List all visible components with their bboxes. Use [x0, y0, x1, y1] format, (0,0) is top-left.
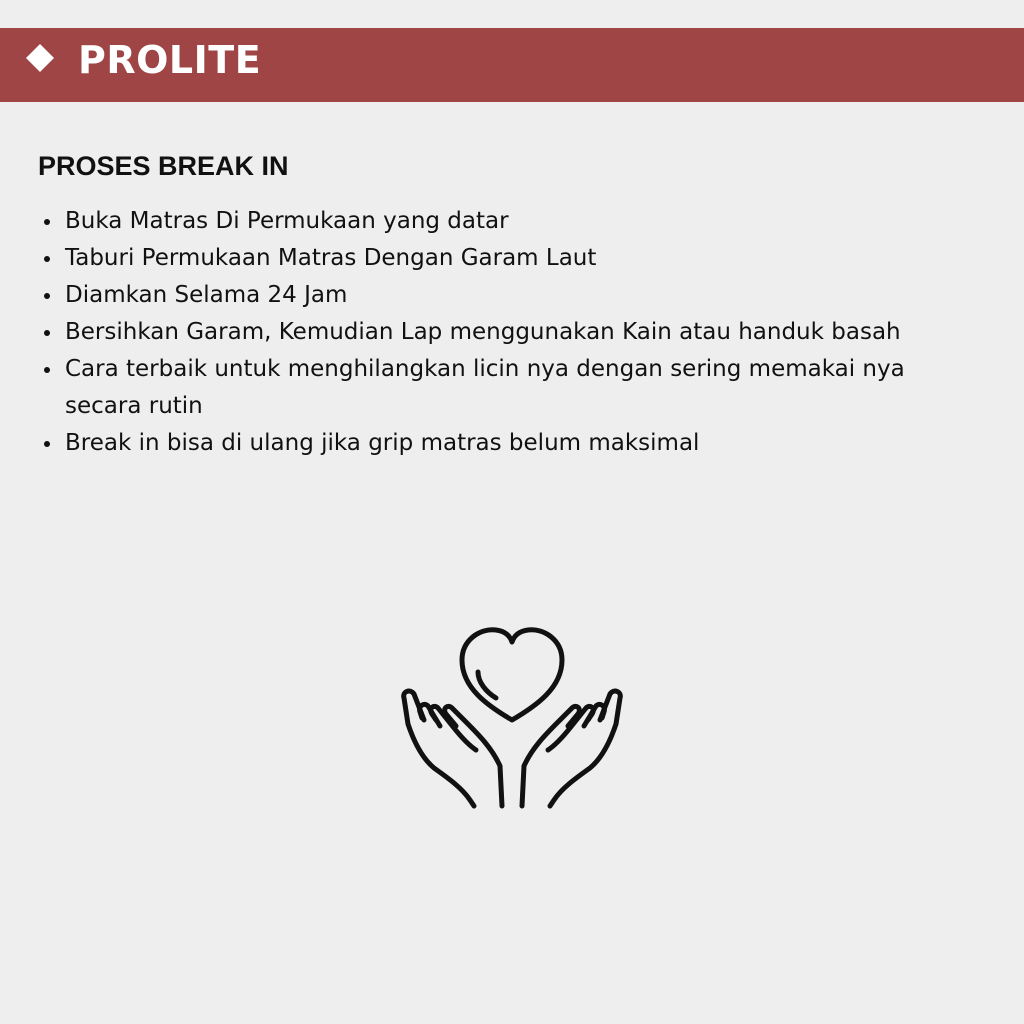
step-item: Cara terbaik untuk menghilangkan licin nya dengan sering memakai nya secara rutin [38, 351, 988, 425]
brand-name: PROLITE [78, 38, 262, 82]
step-item: Break in bisa di ulang jika grip matras belum maksimal [38, 425, 988, 462]
steps-list [38, 203, 988, 462]
hands-holding-heart-icon [392, 622, 632, 818]
step-item: Diamkan Selama 24 Jam [38, 277, 988, 314]
diamond-icon [26, 44, 54, 72]
step-item: Buka Matras Di Permukaan yang datar [38, 203, 988, 240]
step-item: Bersihkan Garam, Kemudian Lap menggunakan Kain atau handuk basah [38, 314, 988, 351]
section-heading: PROSES BREAK IN [38, 151, 289, 181]
step-item: Taburi Permukaan Matras Dengan Garam Laut [38, 240, 988, 277]
